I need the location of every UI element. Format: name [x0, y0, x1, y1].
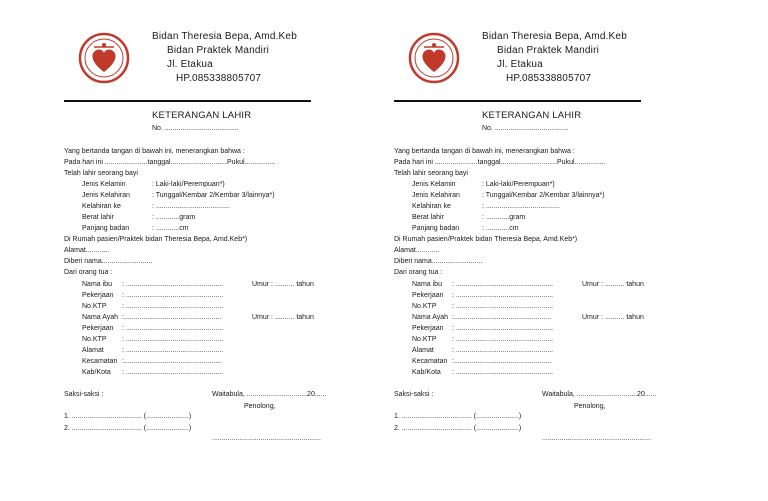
diberi-nama-line: Diberi nama.......................... — [394, 258, 483, 265]
birth-certificate-form-right — [330, 0, 714, 501]
baby-label: Jenis Kelamin — [82, 181, 126, 188]
form-title: KETERANGAN LAHIR — [482, 110, 582, 121]
witness-2: 2. .................................... (......................) — [64, 425, 192, 432]
parent-label: No.KTP — [412, 303, 437, 310]
parent-label: Nama Ayah — [82, 314, 119, 321]
baby-label: Jenis Kelahiran — [412, 192, 460, 199]
parent-value: : .................................................. — [122, 369, 224, 376]
parent-label: Pekerjaan — [82, 292, 114, 299]
penolong-label: Penolong, — [574, 403, 606, 410]
baby-value: : ............gram — [152, 214, 196, 221]
baby-label: Jenis Kelamin — [412, 181, 456, 188]
midwife-association-logo — [408, 32, 460, 84]
midwife-association-logo — [78, 32, 130, 84]
baby-label: Panjang badan — [82, 225, 130, 232]
parent-value: :.................................................. — [452, 314, 552, 321]
parent-value: : .................................................. — [122, 281, 224, 288]
parent-age: Umur : .......... tahun — [582, 281, 644, 288]
born-line: Telah lahir seorang bayi — [64, 170, 138, 177]
baby-value: : Laki-laki/Perempuan*) — [152, 181, 225, 188]
baby-label: Berat lahir — [412, 214, 444, 221]
place-line: Di Rumah pasien/Praktek bidan Theresia Bepa, Amd.Keb*) — [64, 236, 248, 243]
place-date: Waitabula, ...............................20...... — [212, 391, 327, 398]
diberi-nama-line: Diberi nama.......................... — [64, 258, 153, 265]
place-line: Di Rumah pasien/Praktek bidan Theresia Bepa, Amd.Keb*) — [394, 236, 578, 243]
parent-value: : .................................................. — [452, 325, 554, 332]
alamat-line: Alamat............ — [64, 247, 110, 254]
parent-label: Kab/Kota — [412, 369, 441, 376]
parent-age: Umur : .......... tahun — [252, 281, 314, 288]
parent-value: : .................................................. — [122, 303, 224, 310]
header-phone: HP.085338805707 — [176, 73, 262, 84]
parent-value: : .................................................. — [122, 347, 224, 354]
parent-value: : .................................................. — [452, 347, 554, 354]
baby-value: : Tunggal/Kembar 2/Kembar 3/lainnya*) — [482, 192, 605, 199]
day-line: Pada hari ini ......................tanggal.............................Pukul................ — [394, 159, 606, 166]
witness-1: 1. .................................... (......................) — [394, 413, 522, 420]
header-name: Bidan Theresia Bepa, Amd.Keb — [152, 31, 297, 42]
parent-value: : .................................................. — [122, 336, 224, 343]
form-title: KETERANGAN LAHIR — [152, 110, 252, 121]
alamat-line: Alamat............ — [394, 247, 440, 254]
baby-value: : Laki-laki/Perempuan*) — [482, 181, 555, 188]
parent-label: Alamat — [82, 347, 104, 354]
parent-value: : .................................................. — [122, 292, 224, 299]
parent-label: Pekerjaan — [82, 325, 114, 332]
header-address: Jl. Etakua — [167, 59, 213, 70]
baby-label: Berat lahir — [82, 214, 114, 221]
parents-line: Dari orang tua : — [64, 269, 113, 276]
parent-value: : .................................................. — [452, 336, 554, 343]
header-divider — [394, 100, 641, 102]
witness-label: Saksi-saksi : — [64, 391, 104, 398]
parent-label: Alamat — [412, 347, 434, 354]
baby-label: Panjang badan — [412, 225, 460, 232]
place-date: Waitabula, ...............................20...... — [542, 391, 657, 398]
intro-line: Yang bertanda tangan di bawah ini, menerangkan bahwa : — [394, 148, 575, 155]
penolong-label: Penolong, — [244, 403, 276, 410]
parent-label: No.KTP — [412, 336, 437, 343]
parent-value: :.................................................. — [122, 314, 222, 321]
parent-label: Pekerjaan — [412, 292, 444, 299]
number-line: No. ...................................... — [152, 125, 239, 132]
baby-label: Jenis Kelahiran — [82, 192, 130, 199]
intro-line: Yang bertanda tangan di bawah ini, menerangkan bahwa : — [64, 148, 245, 155]
parent-value: : .................................................. — [452, 281, 554, 288]
parent-label: Kecamatan — [82, 358, 118, 365]
number-line: No. ...................................... — [482, 125, 569, 132]
witness-2: 2. .................................... (......................) — [394, 425, 522, 432]
baby-label: Kelahiran ke — [412, 203, 451, 210]
baby-label: Kelahiran ke — [82, 203, 121, 210]
parent-value: : .................................................. — [452, 369, 554, 376]
baby-value: : ............gram — [482, 214, 526, 221]
parent-age: Umur : .......... tahun — [582, 314, 644, 321]
baby-value: : Tunggal/Kembar 2/Kembar 3/lainnya*) — [152, 192, 275, 199]
parent-label: No.KTP — [82, 336, 107, 343]
parent-label: Pekerjaan — [412, 325, 444, 332]
parent-label: Nama ibu — [412, 281, 442, 288]
parent-label: Kecamatan — [412, 358, 448, 365]
parent-value: : .................................................. — [452, 292, 554, 299]
baby-value: : ...................................... — [152, 203, 230, 210]
header-name: Bidan Theresia Bepa, Amd.Keb — [482, 31, 627, 42]
parent-value: : .................................................. — [452, 303, 554, 310]
header-practice: Bidan Praktek Mandiri — [167, 45, 270, 56]
witness-label: Saksi-saksi : — [394, 391, 434, 398]
header-divider — [64, 100, 311, 102]
parent-value: : .................................................. — [122, 325, 224, 332]
parents-line: Dari orang tua : — [394, 269, 443, 276]
parent-value: :.................................................. — [452, 358, 552, 365]
parent-label: Nama ibu — [82, 281, 112, 288]
day-line: Pada hari ini ......................tanggal.............................Pukul................ — [64, 159, 276, 166]
header-address: Jl. Etakua — [497, 59, 543, 70]
born-line: Telah lahir seorang bayi — [394, 170, 468, 177]
parent-age: Umur : .......... tahun — [252, 314, 314, 321]
parent-label: No.KTP — [82, 303, 107, 310]
baby-value: : ............cm — [152, 225, 189, 232]
parent-label: Nama Ayah — [412, 314, 449, 321]
header-practice: Bidan Praktek Mandiri — [497, 45, 600, 56]
baby-value: : ............cm — [482, 225, 519, 232]
signature-line: ........................................................ — [542, 435, 651, 442]
baby-value: : ...................................... — [482, 203, 560, 210]
header-phone: HP.085338805707 — [506, 73, 592, 84]
signature-line: ........................................................ — [212, 435, 321, 442]
parent-label: Kab/Kota — [82, 369, 111, 376]
witness-1: 1. .................................... (......................) — [64, 413, 192, 420]
parent-value: :.................................................. — [122, 358, 222, 365]
